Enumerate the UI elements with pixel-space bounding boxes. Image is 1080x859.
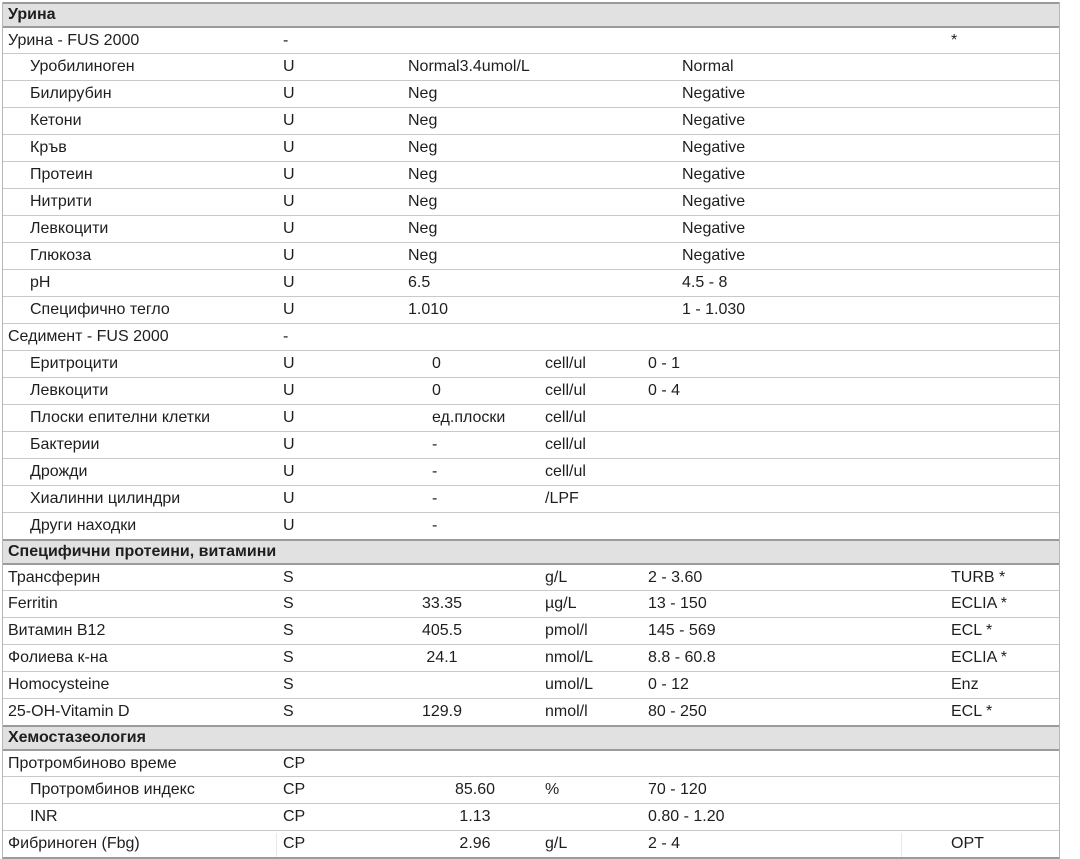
test-name: Нитрити [30,193,92,210]
table-row [3,296,1059,323]
table-row [3,80,1059,107]
result-value: 85.60 [454,781,496,798]
table-row [3,431,1059,458]
test-name: Други находки [30,517,137,534]
result-unit: pmol/l [545,622,588,639]
table-row [3,188,1059,215]
section-rows-urine [3,28,1059,539]
test-name: Протеин [30,166,93,183]
reference-range: Negative [682,166,746,183]
method-flag: Enz [951,676,979,693]
test-name: Фибриноген (Fbg) [8,835,140,852]
table-row [3,242,1059,269]
test-name: Дрожди [30,463,88,480]
specimen-code: S [283,676,294,693]
result-unit: cell/ul [545,382,586,399]
result-value: 129.9 [421,703,463,720]
result-value: Neg [408,85,438,102]
method-flag: * [951,32,958,49]
table-row [3,323,1059,350]
test-name: Витамин B12 [8,622,106,639]
specimen-code: U [283,193,295,210]
specimen-code: U [283,517,295,534]
reference-range: Negative [682,247,746,264]
specimen-code: U [283,274,295,291]
reference-range: 8.8 - 60.8 [648,649,716,666]
specimen-code: CP [283,808,306,825]
specimen-code: U [283,58,295,75]
method-flag: TURB * [951,569,1006,586]
table-row [3,377,1059,404]
result-value: Neg [408,139,438,156]
specimen-code: - [283,32,289,49]
table-row [3,671,1059,698]
result-unit: g/L [545,835,568,852]
specimen-code: U [283,301,295,318]
table-row [3,404,1059,431]
reference-range: Normal [682,58,734,75]
reference-range: 1 - 1.030 [682,301,746,318]
table-row [3,458,1059,485]
result-value: ед.плоски [432,409,506,426]
reference-range: 0 - 12 [648,676,689,693]
specimen-code: U [283,112,295,129]
section-header-hemostaseology [3,725,1059,751]
result-value: 405.5 [421,622,463,639]
result-value: 0 [432,382,441,399]
specimen-code: CP [283,781,306,798]
table-row [3,350,1059,377]
test-name: Еритроцити [30,355,118,372]
lab-report-table [2,2,1060,859]
section-urine [3,2,1059,539]
test-name: INR [30,808,58,825]
result-unit: nmol/l [545,703,588,720]
reference-range: 4.5 - 8 [682,274,728,291]
result-unit: nmol/L [545,649,594,666]
table-row [3,776,1059,803]
test-name: Левкоцити [30,220,109,237]
reference-range: 70 - 120 [648,781,707,798]
table-row [3,803,1059,830]
specimen-code: CP [283,835,306,852]
specimen-code: U [283,220,295,237]
test-name: pH [30,274,51,291]
specimen-code: U [283,247,295,264]
specimen-code: U [283,382,295,399]
specimen-code: CP [283,755,306,772]
specimen-code: U [283,355,295,372]
result-value: Normal3.4umol/L [408,58,530,75]
result-value: 24.1 [426,649,458,666]
specimen-code: S [283,569,294,586]
reference-range: Negative [682,193,746,210]
specimen-code: S [283,703,294,720]
result-value: 6.5 [408,274,431,291]
result-unit: cell/ul [545,355,586,372]
reference-range: 0.80 - 1.20 [648,808,725,825]
test-name: Специфично тегло [30,301,170,318]
result-value: - [432,463,438,480]
table-row [3,107,1059,134]
result-value: Neg [408,166,438,183]
specimen-code: S [283,622,294,639]
result-value: - [432,517,438,534]
result-value: - [432,490,438,507]
test-name: Левкоцити [30,382,109,399]
specimen-code: U [283,490,295,507]
method-flag: OPT [951,835,984,852]
result-unit: cell/ul [545,409,586,426]
table-row [3,134,1059,161]
reference-range: 0 - 4 [648,382,681,399]
table-row [3,830,1059,857]
result-value: Neg [408,247,438,264]
section-header-specific-proteins-vitamins [3,539,1059,565]
reference-range: Negative [682,85,746,102]
reference-range: 80 - 250 [648,703,707,720]
specimen-code: S [283,595,294,612]
test-name: Кетони [30,112,82,129]
result-value: 33.35 [421,595,463,612]
result-value: 0 [432,355,441,372]
test-name: Протромбиново време [8,755,177,772]
section-rows-hemostaseology [3,751,1059,857]
specimen-code: - [283,328,289,345]
reference-range: 2 - 4 [648,835,681,852]
result-value: Neg [408,220,438,237]
result-value: 1.010 [408,301,449,318]
test-name: Билирубин [30,85,112,102]
specimen-code: U [283,409,295,426]
test-name: Хиалинни цилиндри [30,490,181,507]
section-hemostaseology [3,725,1059,857]
method-flag: ECL * [951,703,993,720]
reference-range: 0 - 1 [648,355,681,372]
specimen-code: U [283,463,295,480]
test-name: Глюкоза [30,247,92,264]
method-flag: ECLIA * [951,595,1008,612]
result-unit: % [545,781,560,798]
test-name: Бактерии [30,436,100,453]
reference-range: Negative [682,112,746,129]
test-name: 25-OH-Vitamin D [8,703,130,720]
section-title: Хемостазеология [8,729,146,746]
method-flag: ECL * [951,622,993,639]
test-name: Седимент - FUS 2000 [8,328,169,345]
table-row [3,269,1059,296]
test-name: Фолиева к-на [8,649,108,666]
table-row [3,485,1059,512]
section-title: Урина [8,6,56,23]
test-name: Homocysteine [8,676,110,693]
section-specific-proteins-vitamins [3,539,1059,725]
result-unit: umol/L [545,676,594,693]
test-name: Кръв [30,139,67,156]
test-name: Протромбинов индекс [30,781,195,798]
specimen-code: U [283,436,295,453]
reference-range: Negative [682,220,746,237]
section-rows-specific-proteins-vitamins [3,565,1059,725]
reference-range: 2 - 3.60 [648,569,703,586]
result-unit: cell/ul [545,463,586,480]
reference-range: 13 - 150 [648,595,707,612]
section-header-urine [3,2,1059,28]
table-row [3,698,1059,725]
test-name: Урина - FUS 2000 [8,32,140,49]
specimen-code: U [283,85,295,102]
result-unit: cell/ul [545,436,586,453]
method-flag: ECLIA * [951,649,1008,666]
table-row [3,512,1059,539]
result-value: - [432,436,438,453]
table-row [3,590,1059,617]
table-row [3,53,1059,80]
result-value: Neg [408,112,438,129]
test-name: Ferritin [8,595,58,612]
specimen-code: U [283,166,295,183]
table-row [3,751,1059,776]
table-row [3,161,1059,188]
test-name: Плоски епителни клетки [30,409,211,426]
result-value: Neg [408,193,438,210]
test-name: Уробилиноген [30,58,135,75]
result-unit: µg/L [545,595,577,612]
table-row [3,565,1059,590]
result-value: 1.13 [459,808,491,825]
result-unit: /LPF [545,490,579,507]
result-value: 2.96 [459,835,491,852]
reference-range: Negative [682,139,746,156]
specimen-code: S [283,649,294,666]
table-row [3,215,1059,242]
specimen-code: U [283,139,295,156]
section-title: Специфични протеини, витамини [8,543,277,560]
table-row [3,28,1059,53]
test-name: Трансферин [8,569,101,586]
table-row [3,644,1059,671]
reference-range: 145 - 569 [648,622,716,639]
table-row [3,617,1059,644]
result-unit: g/L [545,569,568,586]
